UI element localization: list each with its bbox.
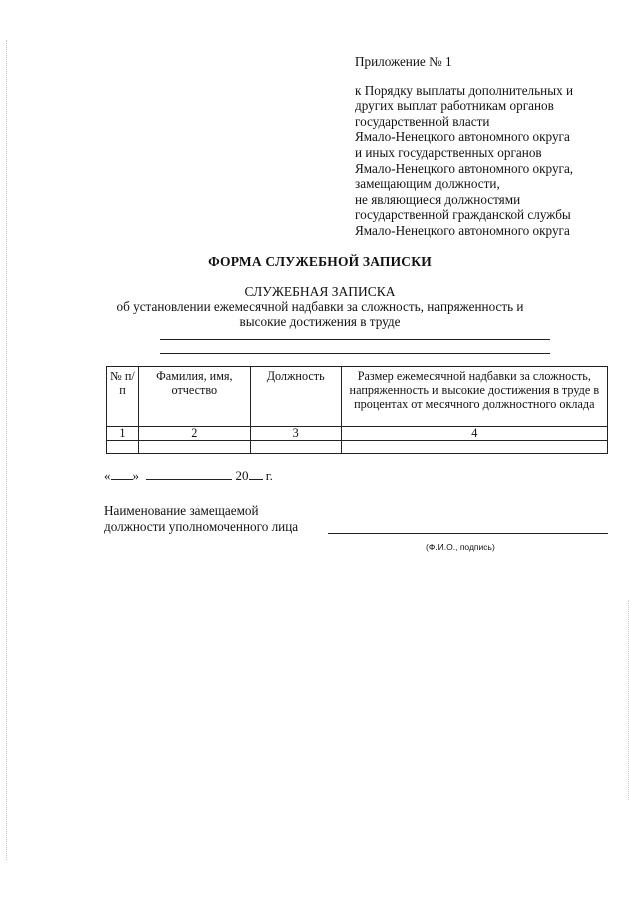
col-header-bonus-size: Размер ежемесячной надбавки за сложность, напряженность и высокие достижения в труде в процентах от месячного должностного оклада xyxy=(341,367,607,427)
table-header-row xyxy=(107,367,608,427)
appendix-line: и иных государственных органов xyxy=(355,144,542,160)
appendix-line: государственной гражданской службы xyxy=(355,207,571,223)
table-numbering-row xyxy=(107,427,608,441)
col-header-position: Должность xyxy=(250,367,341,427)
date-line xyxy=(104,468,273,484)
appendix-line: Ямало-Ненецкого автономного округа xyxy=(355,129,570,145)
year-blank[interactable] xyxy=(249,468,263,480)
appendix-block xyxy=(355,54,625,239)
appendix-line: к Порядку выплаты дополнительных и xyxy=(355,82,574,98)
table-cell[interactable] xyxy=(341,441,607,454)
col-header-fullname: Фамилия, имя, отчество xyxy=(138,367,250,427)
year-prefix: 20 xyxy=(235,468,249,483)
table-cell[interactable] xyxy=(250,441,341,454)
scan-edge-marks-right xyxy=(628,600,630,800)
table-cell[interactable] xyxy=(138,441,250,454)
label-line: Наименование замещаемой xyxy=(104,503,259,518)
form-title: ФОРМА СЛУЖЕБНОЙ ЗАПИСКИ xyxy=(208,254,432,269)
addressee-fill-line[interactable] xyxy=(160,339,550,340)
addressee-fill-line[interactable] xyxy=(160,353,550,354)
label-line: должности уполномоченного лица xyxy=(104,519,299,534)
bonus-table xyxy=(106,366,608,454)
appendix-line: не являющиеся должностями xyxy=(355,191,521,207)
appendix-line: замещающим должности, xyxy=(355,176,500,192)
authorized-person-label xyxy=(104,503,298,535)
table-row[interactable] xyxy=(107,441,608,454)
signature-line[interactable] xyxy=(328,533,608,534)
memo-title: СЛУЖЕБНАЯ ЗАПИСКА xyxy=(244,284,396,299)
table-cell: 4 xyxy=(341,427,607,441)
appendix-number: Приложение № 1 xyxy=(355,54,452,69)
appendix-line: Ямало-Ненецкого автономного округа, xyxy=(355,160,574,176)
appendix-line: государственной власти xyxy=(355,113,490,129)
memo-subtitle-line: об установлении ежемесячной надбавки за сложность, напряженность и xyxy=(116,299,524,314)
month-blank[interactable] xyxy=(146,468,232,480)
scan-edge-marks xyxy=(6,40,8,860)
table-cell: 3 xyxy=(250,427,341,441)
memo-subtitle-line: высокие достижения в труде xyxy=(239,314,401,329)
table-cell: 1 xyxy=(107,427,139,441)
table-cell: 2 xyxy=(138,427,250,441)
table-cell[interactable] xyxy=(107,441,139,454)
date-open-quote: « xyxy=(104,468,111,483)
fio-caption: (Ф.И.О., подпись) xyxy=(426,542,495,552)
date-close-quote: » xyxy=(132,468,139,483)
appendix-line: других выплат работникам органов xyxy=(355,98,554,114)
col-header-number: № п/п xyxy=(107,367,139,427)
year-suffix: г. xyxy=(265,468,273,483)
memo-subtitle xyxy=(0,299,640,329)
day-blank[interactable] xyxy=(111,468,133,480)
appendix-line: Ямало-Ненецкого автономного округа xyxy=(355,222,570,238)
